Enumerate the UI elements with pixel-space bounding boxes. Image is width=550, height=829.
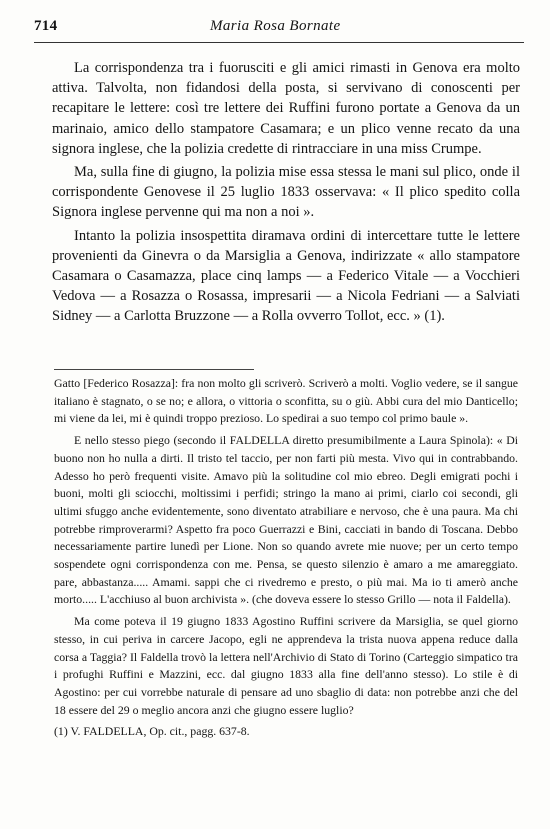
main-paragraph-3: Intanto la polizia insospettita diramava ordini di intercettare tutte le lettere provenienti da Ginevra o da Marsiglia a Genova, indirizzate « allo stampatore Casamara o Casamazza, place cinq lamps — a Federico Vitale — a Vocchieri Vedova — a Rosazza o Rosassa, impresarii — a Nicola Fedriani — a Salviati Sidney — a Carlotta Bruzzone — a Rolla ovverro Tollot, ecc. » (1). xyxy=(52,227,520,325)
footnote-1: (1) V. FALDELLA, Op. cit., pagg. 637-8. xyxy=(54,724,250,739)
page-number: 714 xyxy=(34,18,58,34)
footnote-separator xyxy=(54,369,254,370)
note-paragraph-1: Gatto [Federico Rosazza]: fra non molto gli scriverò. Scriverò a molti. Voglio vedere, se il sangue italiano è stagnato, o se no; e allora, o vittoria o sconfitta, su o giù. Abbi cura del mio Danticello; mi viene da lei, mi è quindi troppo prezioso. Lo spedirai a suo tempo col primo baule ». xyxy=(54,376,518,426)
notes-section xyxy=(54,375,518,741)
main-text xyxy=(52,58,520,330)
page-header xyxy=(34,18,524,40)
note-paragraph-3: Ma come poteva il 19 giugno 1833 Agostino Ruffini scrivere da Marsiglia, se quel giorno stesso, in cui periva in carcere Jacopo, egli ne apprendeva la trista nuova appena reduce dalla corsa a Taggia? Il Faldella trovò la lettera nell'Archivio di Stato di Torino (Carteggio simpatico tra i profughi Ruffini e Mazzini, ecc. dal giugno 1833 alla fine dell'anno stesso). Lo stile è di Agostino: per cui vorrebbe naturale di pensare ad uno sbaglio di data: non potrebbe anzi che del 18 essere del 29 o meglio ancora anzi che giugno essere luglio? xyxy=(54,614,518,717)
main-paragraph-1: La corrispondenza tra i fuorusciti e gli amici rimasti in Genova era molto attiva. Talvolta, non fidandosi della posta, si servivano di conoscenti per recapitare le lettere: così tre lettere dei Ruffini furono portate a Genova da un marinaio, amico dello stampatore Casamara; e un plico venne recato da una signora inglese, che la polizia credette di rintracciare in una miss Crumpe. xyxy=(52,60,520,157)
header-rule xyxy=(34,42,524,43)
main-paragraph-2: Ma, sulla fine di giugno, la polizia mise essa stessa le mani sul plico, onde il corrispondente Genovese il 25 luglio 1833 osservava: « Il plico spedito colla Signora inglese pervenne qui ma non a noi ». xyxy=(52,164,520,221)
running-title: Maria Rosa Bornate xyxy=(210,18,341,34)
note-paragraph-2: E nello stesso piego (secondo il FALDELLA diretto presumibilmente a Laura Spinola): « Di buono non ho nulla a dirti. Il tristo tel taccio, per non farti più mesta. Vivo qui in contrabbando. Adesso ho però frequenti visite. Amavo più la solitudine col mio ebreo. Degli emigrati pochi i buoni, molti gli sciocchi, moltissimi i perfidi; stringo la mano ai primi, ciarlo coi secondi, gli ultimi sfuggo anche evidentemente, sono diventato atrabiliare e nervoso, che è una paura. Ma chi potrebbe rimproverarmi? Aspetto fra poco Guerrazzi e Bini, cacciati in bando di Toscana. Debbo necessariamente partire lunedì per Lione. Non so quando avrete mie nuove; per un certo tempo sospendete ogni corrispondenza con me. Pensa, se questo silenzio è amaro a me amareggiato. pare, abbastanza..... Amami. sappi che ci rivedremo e presto, o più mai. Ma io ti amerò anche morto..... L'acchiuso al buon archivista ». (che doveva essere lo stesso Grillo — nota il Faldella). xyxy=(54,433,518,607)
